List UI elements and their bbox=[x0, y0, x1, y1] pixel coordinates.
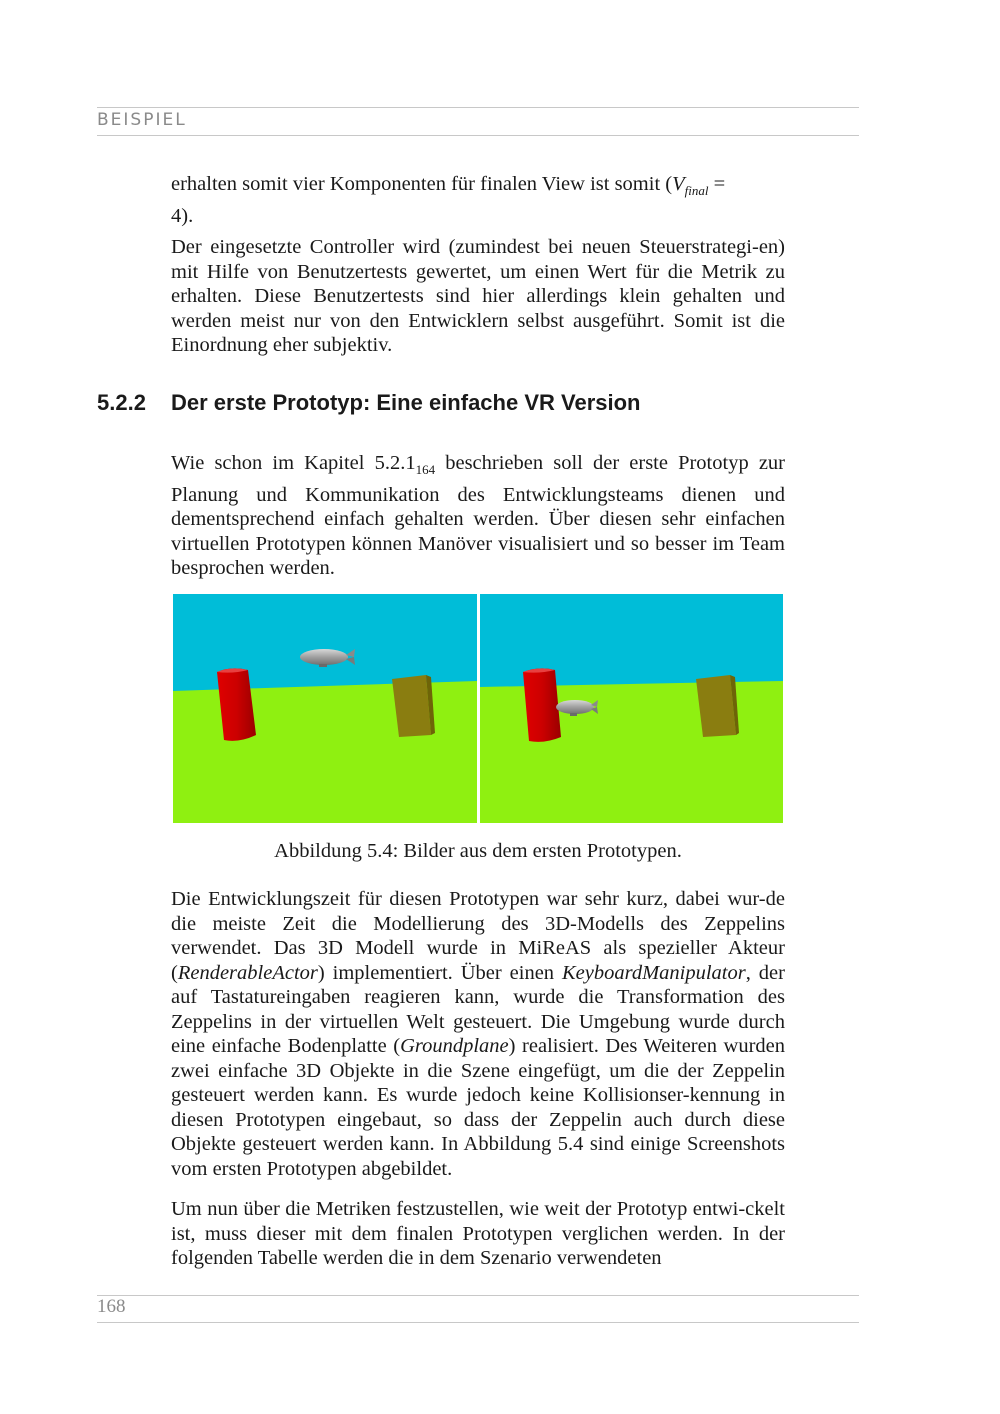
paragraph-3-start: Wie schon im Kapitel 5.2.1 bbox=[171, 452, 416, 474]
paragraph-4-part-1: Die Entwicklungszeit für diesen Prototypen war sehr kurz, dabei wur-de die meiste Zeit die Modellierung des 3D-Modells des Zeppelins verwendet. Das 3D Modell wurde in MiReAS als spezieller Akteur ( bbox=[171, 888, 785, 984]
header-rule-bottom bbox=[97, 135, 859, 136]
paragraph-1-end: 4). bbox=[171, 204, 194, 227]
paragraph-4-part-4: ) realisiert. Des Weiteren wurden zwei einfache 3D Objekte in die Szene eingefügt, um die der Zeppelin gesteuert werden kann. Es wurde jedoch keine Kollisionser-kennung in diesen Prototypen eingebaut, so dass der Zeppelin auch durch diese Objekte gesteuert werden kann. In Abbildung 5.4 sind einige Screenshots vom ersten Prototypen abgebildet. bbox=[171, 1035, 785, 1180]
box-right bbox=[696, 675, 739, 737]
running-head: BEISPIEL bbox=[97, 110, 187, 130]
paragraph-5: Um nun über die Metriken festzustellen, wie weit der Prototyp entwi-ckelt ist, muss dieser mit dem finalen Prototypen verglichen werden. In der folgenden Tabelle werden die in dem Szenario verwendeten bbox=[171, 1198, 785, 1269]
figure-caption: Abbildung 5.4: Bilder aus dem ersten Prototypen. bbox=[274, 840, 682, 862]
header-rule-top bbox=[97, 107, 859, 108]
paragraph-4 bbox=[171, 887, 785, 1181]
paragraph-4-part-2: ) implementiert. Über einen bbox=[317, 961, 562, 984]
footer-rule-top bbox=[97, 1295, 859, 1296]
page-number: 168 bbox=[97, 1296, 126, 1317]
cylinder-right bbox=[523, 668, 561, 742]
term-renderable-actor: RenderableActor bbox=[177, 961, 318, 984]
prototype-screenshots-figure bbox=[173, 594, 783, 823]
screenshot-left bbox=[173, 594, 477, 823]
paragraph-1 bbox=[171, 172, 785, 228]
math-v: V bbox=[672, 173, 685, 195]
paragraph-1-text: erhalten somit vier Komponenten für finalen View ist somit ( bbox=[171, 173, 673, 195]
paragraph-3-rest: beschrieben soll der erste Prototyp zur Planung und Kommunikation des Entwicklungsteams dienen und dementsprechend einfach gehalten werden. Über diesen sehr einfachen virtuellen Prototypen können Manöver visualisiert und so besser im Team besprochen werden. bbox=[171, 452, 785, 580]
screenshot-divider bbox=[477, 594, 480, 823]
paragraph-4-part-3: , der auf Tastatureingaben reagieren kann, wurde die Transformation des Zeppelins in der virtuellen Welt gesteuert. Die Umgebung wurde durch eine einfache Bodenplatte ( bbox=[171, 961, 785, 1057]
paragraph-3 bbox=[171, 451, 785, 581]
ground-right bbox=[480, 681, 783, 823]
term-groundplane: Groundplane bbox=[400, 1035, 509, 1057]
screenshot-right bbox=[480, 594, 783, 823]
section-heading bbox=[97, 390, 640, 416]
term-keyboard-manipulator: KeyboardManipulator bbox=[562, 961, 746, 984]
math-v-sub: final bbox=[684, 183, 709, 199]
section-number: 5.2.2 bbox=[97, 390, 146, 415]
box-left bbox=[392, 675, 435, 737]
footer-rule-bottom bbox=[97, 1322, 859, 1323]
section-title: Der erste Prototyp: Eine einfache VR Version bbox=[171, 390, 641, 415]
paragraph-2: Der eingesetzte Controller wird (zumindest bei neuen Steuerstrategi-en) mit Hilfe von Benutzertests gewertet, um einen Wert für die Metrik zu erhalten. Diese Benutzertests sind hier allerdings klein gehalten und werden meist nur von den Entwicklern selbst ausgeführt. Somit ist die Einordnung eher subjektiv. bbox=[171, 236, 785, 356]
page-reference[interactable]: 164 bbox=[415, 462, 436, 478]
math-eq: = bbox=[708, 173, 726, 195]
